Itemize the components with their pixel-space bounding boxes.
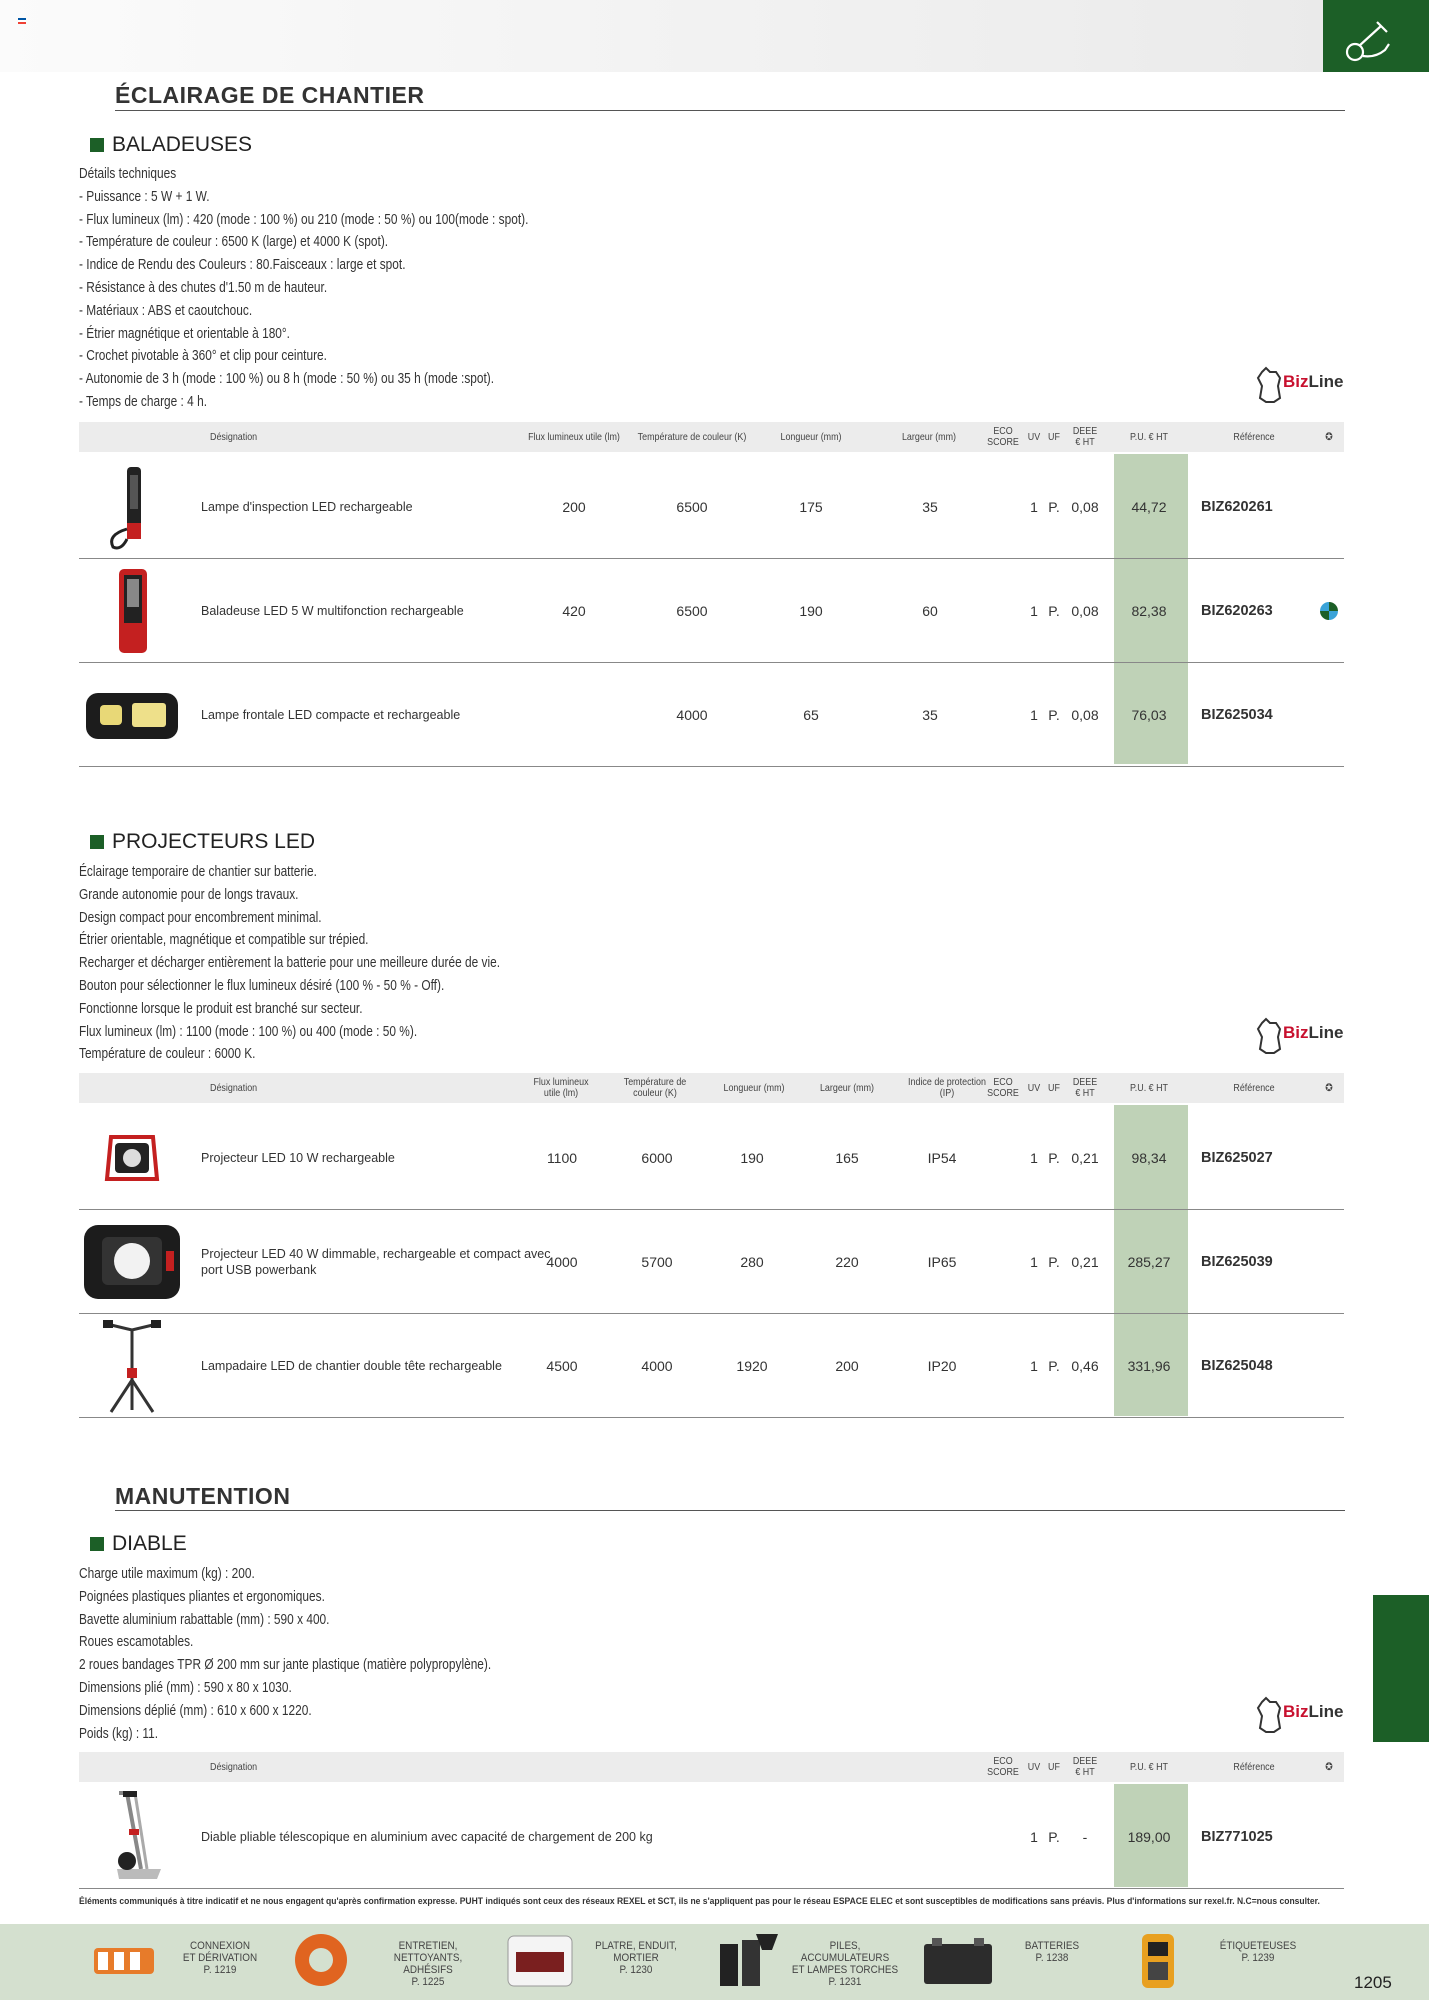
desc-line: Fonctionne lorsque le produit est branché sur secteur. bbox=[79, 1000, 363, 1017]
largeur: 200 bbox=[835, 1357, 859, 1374]
longueur: 1920 bbox=[736, 1357, 768, 1374]
bizline-logo bbox=[1256, 364, 1346, 404]
desc-line: Poignées plastiques pliantes et ergonomiques. bbox=[79, 1588, 325, 1605]
desc-line: Design compact pour encombrement minimal. bbox=[79, 909, 322, 926]
desc-line: - Indice de Rendu des Couleurs : 80.Faisceaux : large et spot. bbox=[79, 257, 406, 274]
uf: P. bbox=[1048, 1149, 1060, 1166]
desc-line: - Flux lumineux (lm) : 420 (mode : 100 %) ou 210 (mode : 50 %) ou 100(mode : spot). bbox=[79, 211, 529, 228]
col-uf: UF bbox=[1048, 1760, 1060, 1773]
flux: 4000 bbox=[546, 1253, 578, 1270]
table-row[interactable] bbox=[79, 663, 1344, 767]
desc-line: Détails techniques bbox=[79, 166, 177, 182]
reference-link[interactable]: BIZ625034 bbox=[1201, 706, 1273, 723]
subsection-title-diable bbox=[90, 1532, 187, 1556]
largeur: 60 bbox=[922, 602, 938, 619]
deee: 0,08 bbox=[1071, 706, 1099, 723]
bottom-nav-etiqueteuses[interactable]: ÉTIQUETEUSES P. 1239 bbox=[1219, 1940, 1297, 1964]
col-pu: P.U. € HT bbox=[1129, 1760, 1169, 1773]
projecteurs-title: PROJECTEURS LED bbox=[112, 830, 316, 853]
ip-rating: IP65 bbox=[927, 1253, 957, 1270]
longueur: 190 bbox=[799, 602, 823, 619]
col-longueur: Longueur (mm) bbox=[723, 1081, 785, 1094]
largeur: 220 bbox=[835, 1253, 859, 1270]
price: 98,34 bbox=[1131, 1149, 1167, 1166]
deee: - bbox=[1082, 1828, 1088, 1845]
desc-line: Éclairage temporaire de chantier sur batterie. bbox=[79, 864, 317, 880]
col-temperature: Température de couleur (K) bbox=[637, 430, 747, 443]
projecteurs-description bbox=[79, 861, 779, 1066]
reference-link[interactable]: BIZ620261 bbox=[1201, 498, 1273, 515]
col-temperature: Température de couleur (K) bbox=[623, 1076, 687, 1099]
diable-table-header bbox=[79, 1752, 1344, 1782]
reference-link[interactable]: BIZ625048 bbox=[1201, 1357, 1273, 1374]
col-designation: Désignation bbox=[210, 1081, 258, 1094]
designation-line-1: Projecteur LED 40 W dimmable, rechargeable et compact avec bbox=[201, 1246, 551, 1261]
longueur: 65 bbox=[803, 706, 819, 723]
desc-line: Flux lumineux (lm) : 1100 (mode : 100 %) ou 400 (mode : 50 %). bbox=[79, 1023, 418, 1040]
uv: 1 bbox=[1030, 1149, 1038, 1166]
desc-line: - Autonomie de 3 h (mode : 100 %) ou 8 h (mode : 50 %) ou 35 h (mode :spot). bbox=[79, 371, 495, 388]
bullet-square-icon bbox=[90, 1537, 104, 1551]
desc-line: - Puissance : 5 W + 1 W. bbox=[79, 188, 210, 205]
desc-line: - Température de couleur : 6500 K (large) et 4000 K (spot). bbox=[79, 234, 389, 251]
ip-rating: IP20 bbox=[927, 1357, 957, 1374]
col-uv: UV bbox=[1027, 1081, 1041, 1094]
designation bbox=[201, 1210, 550, 1313]
bizline-wordmark: BizLine bbox=[1283, 1702, 1344, 1721]
col-uf: UF bbox=[1048, 430, 1060, 443]
col-eco-score: ECO SCORE bbox=[987, 1755, 1019, 1778]
designation: Lampe frontale LED compacte et rechargeable bbox=[201, 707, 461, 722]
uv: 1 bbox=[1030, 498, 1038, 515]
deee: 0,08 bbox=[1071, 602, 1099, 619]
section-title-manutention: MANUTENTION bbox=[115, 1483, 291, 1509]
col-ip: Indice de protection (IP) bbox=[908, 1076, 986, 1099]
batteries-thumbnail bbox=[712, 1930, 782, 1990]
uf: P. bbox=[1048, 1253, 1060, 1270]
table-row[interactable] bbox=[79, 1314, 1344, 1418]
section-rule bbox=[115, 1510, 1345, 1511]
desc-line: - Étrier magnétique et orientable à 180°. bbox=[79, 325, 290, 342]
desc-line: 2 roues bandages TPR Ø 200 mm sur jante plastique (matière polypropylène). bbox=[79, 1657, 492, 1674]
table-row[interactable] bbox=[79, 1785, 1344, 1889]
col-uf: UF bbox=[1048, 1081, 1060, 1094]
longueur: 280 bbox=[740, 1253, 764, 1270]
product-image-hand-truck bbox=[79, 1793, 184, 1881]
col-designation: Désignation bbox=[210, 1760, 258, 1773]
diable-description bbox=[79, 1563, 779, 1745]
designation: Diable pliable télescopique en aluminium avec capacité de chargement de 200 kg bbox=[201, 1829, 653, 1844]
largeur: 35 bbox=[922, 706, 938, 723]
product-image-tripod-lamp bbox=[79, 1322, 184, 1410]
bottom-nav-piles[interactable]: PILES, ACCUMULATEURS ET LAMPES TORCHES P. 1231 bbox=[791, 1940, 899, 1988]
flux: 1100 bbox=[546, 1149, 578, 1166]
uv: 1 bbox=[1030, 1253, 1038, 1270]
price: 189,00 bbox=[1127, 1828, 1171, 1845]
deee: 0,21 bbox=[1071, 1149, 1099, 1166]
header-band bbox=[0, 0, 1429, 72]
deee: 0,21 bbox=[1071, 1253, 1099, 1270]
product-image-projector-10w bbox=[79, 1114, 184, 1202]
baladeuses-title: BALADEUSES bbox=[112, 133, 253, 156]
uf: P. bbox=[1048, 1357, 1060, 1374]
flux: 4500 bbox=[546, 1357, 578, 1374]
col-pu: P.U. € HT bbox=[1129, 1081, 1169, 1094]
bizline-wordmark: BizLine bbox=[1283, 1023, 1344, 1042]
desc-line: - Matériaux : ABS et caoutchouc. bbox=[79, 302, 253, 319]
col-largeur: Largeur (mm) bbox=[901, 430, 957, 443]
designation: Baladeuse LED 5 W multifonction rechargeable bbox=[201, 603, 464, 618]
page-number: 1205 bbox=[1354, 1973, 1392, 1992]
col-eco-score: ECO SCORE bbox=[987, 1076, 1019, 1099]
largeur: 165 bbox=[835, 1149, 859, 1166]
col-flux: Flux lumineux utile (lm) bbox=[528, 430, 620, 443]
desc-line: Roues escamotables. bbox=[79, 1634, 194, 1651]
designation: Lampadaire LED de chantier double tête rechargeable bbox=[201, 1358, 502, 1373]
connector-thumbnail bbox=[88, 1930, 160, 1990]
col-flux: Flux lumineux utile (lm) bbox=[533, 1076, 589, 1099]
bear-mascot-icon bbox=[1256, 364, 1284, 404]
uv: 1 bbox=[1030, 602, 1038, 619]
desc-line: Dimensions déplié (mm) : 610 x 600 x 1220. bbox=[79, 1702, 312, 1719]
eco-label-icon: ✪ bbox=[1325, 430, 1333, 443]
desc-line: - Temps de charge : 4 h. bbox=[79, 393, 208, 410]
baladeuses-description bbox=[79, 163, 779, 414]
bucket-thumbnail bbox=[500, 1930, 580, 1990]
uf: P. bbox=[1048, 602, 1060, 619]
uf: P. bbox=[1048, 706, 1060, 723]
bear-mascot-icon bbox=[1256, 1015, 1284, 1055]
tape-thumbnail bbox=[285, 1930, 357, 1990]
temperature: 5700 bbox=[641, 1253, 673, 1270]
temperature: 4000 bbox=[641, 1357, 673, 1374]
disclaimer-footnote: Éléments communiqués à titre indicatif et ne nous engagent qu'après confirmation expresse. PUHT indiqués sont ceux des réseaux REXEL et SCT, ils ne s'appliquent pas pour le réseau ESPACE ELEC et sont susceptibles de modifications sans préavis. Plus d'informations sur rexel.fr. N.C=nous consulter. bbox=[79, 1896, 1320, 1907]
label-printer-thumbnail bbox=[1128, 1930, 1188, 1990]
reference-link[interactable]: BIZ620263 bbox=[1201, 602, 1273, 619]
uf: P. bbox=[1048, 1828, 1060, 1845]
price: 76,03 bbox=[1131, 706, 1167, 723]
uf: P. bbox=[1048, 498, 1060, 515]
desc-line: Recharger et décharger entièrement la batterie pour une meilleure durée de vie. bbox=[79, 955, 501, 972]
desc-line: - Crochet pivotable à 360° et clip pour ceinture. bbox=[79, 348, 327, 365]
product-image-projector-40w bbox=[79, 1218, 184, 1306]
col-pu: P.U. € HT bbox=[1129, 430, 1169, 443]
eco-label-icon bbox=[1319, 559, 1339, 662]
uv: 1 bbox=[1030, 1357, 1038, 1374]
temperature: 6500 bbox=[676, 498, 708, 515]
col-reference: Référence bbox=[1233, 1760, 1275, 1773]
bizline-wordmark: BizLine bbox=[1283, 372, 1344, 391]
flux: 420 bbox=[562, 602, 586, 619]
category-tab[interactable] bbox=[1323, 0, 1429, 72]
col-deee: DEEE € HT bbox=[1072, 1755, 1098, 1778]
battery-block-thumbnail bbox=[918, 1930, 998, 1990]
price: 44,72 bbox=[1131, 498, 1167, 515]
section-title-eclairage: ÉCLAIRAGE DE CHANTIER bbox=[115, 82, 425, 108]
price: 82,38 bbox=[1131, 602, 1167, 619]
bullet-square-icon bbox=[90, 138, 104, 152]
col-reference: Référence bbox=[1233, 430, 1275, 443]
desc-line: Poids (kg) : 11. bbox=[79, 1725, 159, 1742]
bottom-nav-batteries[interactable]: BATTERIES P. 1238 bbox=[1024, 1940, 1080, 1964]
subsection-title-baladeuses bbox=[90, 133, 252, 157]
ip-rating: IP54 bbox=[927, 1149, 957, 1166]
bottom-nav-platre[interactable]: PLATRE, ENDUIT, MORTIER P. 1230 bbox=[595, 1940, 677, 1976]
desc-line: Grande autonomie pour de longs travaux. bbox=[79, 886, 299, 903]
col-designation: Désignation bbox=[210, 430, 258, 443]
bizline-logo bbox=[1256, 1015, 1346, 1055]
projecteurs-table-header bbox=[79, 1073, 1344, 1103]
col-deee: DEEE € HT bbox=[1072, 1076, 1098, 1099]
temperature: 6000 bbox=[641, 1149, 673, 1166]
designation: Lampe d'inspection LED rechargeable bbox=[201, 499, 413, 514]
deee: 0,46 bbox=[1071, 1357, 1099, 1374]
designation-line-2: port USB powerbank bbox=[201, 1262, 317, 1277]
longueur: 190 bbox=[740, 1149, 764, 1166]
baladeuses-table-header bbox=[79, 422, 1344, 452]
desc-line: Charge utile maximum (kg) : 200. bbox=[79, 1566, 255, 1582]
largeur: 35 bbox=[922, 498, 938, 515]
diable-title: DIABLE bbox=[112, 1532, 187, 1555]
price: 331,96 bbox=[1127, 1357, 1171, 1374]
reference-link[interactable]: BIZ771025 bbox=[1201, 1828, 1273, 1845]
bizline-logo bbox=[1256, 1694, 1346, 1734]
bear-mascot-icon bbox=[1256, 1694, 1284, 1734]
eco-label-icon: ✪ bbox=[1325, 1760, 1333, 1773]
subsection-title-projecteurs bbox=[90, 830, 315, 854]
deee: 0,08 bbox=[1071, 498, 1099, 515]
table-row[interactable] bbox=[79, 455, 1344, 559]
col-uv: UV bbox=[1027, 1760, 1041, 1773]
france-flag-icon bbox=[18, 18, 26, 24]
bottom-nav-entretien[interactable]: ENTRETIEN, NETTOYANTS, ADHÉSIFS P. 1225 bbox=[393, 1940, 463, 1988]
designation: Projecteur LED 10 W rechargeable bbox=[201, 1150, 395, 1165]
longueur: 175 bbox=[799, 498, 823, 515]
reference-link[interactable]: BIZ625027 bbox=[1201, 1149, 1273, 1166]
section-rule bbox=[115, 110, 1345, 111]
table-row[interactable] bbox=[79, 1106, 1344, 1210]
table-row[interactable] bbox=[79, 559, 1344, 663]
reference-link[interactable]: BIZ625039 bbox=[1201, 1253, 1273, 1270]
flux: 200 bbox=[562, 498, 586, 515]
desc-line: Température de couleur : 6000 K. bbox=[79, 1046, 256, 1063]
temperature: 4000 bbox=[676, 706, 708, 723]
price: 285,27 bbox=[1127, 1253, 1171, 1270]
desc-line: - Résistance à des chutes d'1.50 m de hauteur. bbox=[79, 279, 328, 296]
product-image-baladeuse bbox=[79, 567, 184, 655]
temperature: 6500 bbox=[676, 602, 708, 619]
bottom-nav-connexion[interactable]: CONNEXION ET DÉRIVATION P. 1219 bbox=[182, 1940, 258, 1976]
desc-line: Étrier orientable, magnétique et compatible sur trépied. bbox=[79, 932, 369, 949]
uv: 1 bbox=[1030, 1828, 1038, 1845]
col-longueur: Longueur (mm) bbox=[780, 430, 842, 443]
desc-line: Bavette aluminium rabattable (mm) : 590 x 400. bbox=[79, 1611, 330, 1628]
col-uv: UV bbox=[1027, 430, 1041, 443]
col-eco-score: ECO SCORE bbox=[987, 425, 1019, 448]
table-row[interactable] bbox=[79, 1210, 1344, 1314]
eco-label-icon: ✪ bbox=[1325, 1081, 1333, 1094]
product-image-headlamp bbox=[79, 671, 184, 759]
col-reference: Référence bbox=[1233, 1081, 1275, 1094]
desc-line: Dimensions plié (mm) : 590 x 80 x 1030. bbox=[79, 1679, 292, 1696]
product-image-inspection-lamp bbox=[79, 463, 184, 551]
bullet-square-icon bbox=[90, 835, 104, 849]
col-deee: DEEE € HT bbox=[1072, 425, 1098, 448]
desc-line: Bouton pour sélectionner le flux lumineux désiré (100 % - 50 % - Off). bbox=[79, 977, 445, 994]
wrench-hand-icon bbox=[1323, 0, 1429, 72]
col-largeur: Largeur (mm) bbox=[819, 1081, 875, 1094]
side-index-tab[interactable] bbox=[1373, 1595, 1429, 1742]
uv: 1 bbox=[1030, 706, 1038, 723]
